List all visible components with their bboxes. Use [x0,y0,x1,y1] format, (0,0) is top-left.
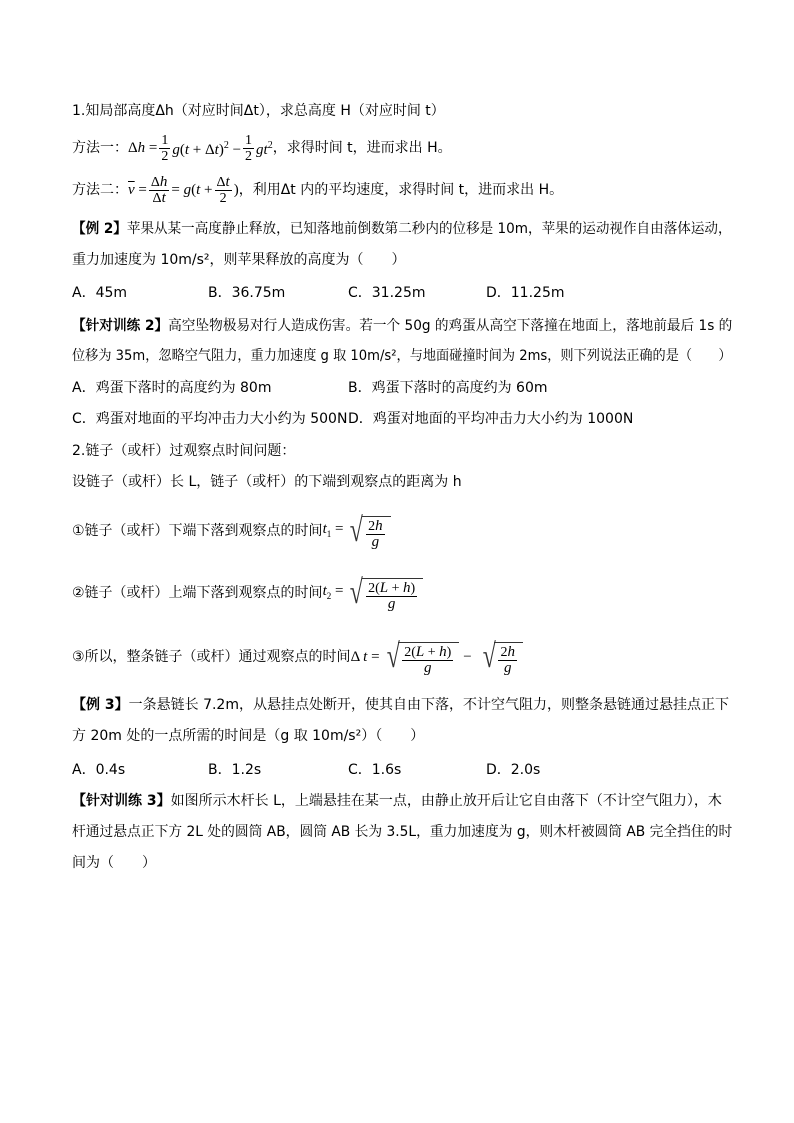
sqrt-2lh-g: √ $\frac{2(L + h)}{g}$ [347,572,423,614]
training2-text1: 高空坠物极易对行人造成伤害。若一个 50g 的鸡蛋从高空下落撞在地面上，落地前最后 1s 的 [168,318,733,334]
method1-label: 方法一： [72,140,128,156]
option-c: C．鸡蛋对地面的平均冲击力大小约为 500N [72,411,348,427]
training3-text1: 如图所示木杆长 L，上端悬挂在某一点，由静止放开后让它自由落下（不计空气阻力），木 [170,793,722,809]
fraction-half: $\frac{1}{2}$ [161,132,169,164]
example2-tag: 【例 2】 [72,221,127,237]
option-c: C．31.25m [348,285,426,301]
section1-title: 1.知局部高度Δh（对应时间Δt），求总高度 H（对应时间 t） [72,103,445,119]
example3-tag: 【例 3】 [72,697,129,713]
training3-line1 [72,791,722,811]
option-d: D．11.25m [486,285,565,301]
option-d: D．鸡蛋对地面的平均冲击力大小约为 1000N [348,411,634,427]
option-a: A．45m [72,285,128,301]
training3-line2: 杆通过悬点正下方 2L 处的圆筒 AB，圆筒 AB 长为 3.5L，重力加速度为 g，则木杆被圆筒 AB 完全挡住的时 [72,824,733,840]
section2-title: 2.链子（或杆）过观察点时间问题： [72,443,296,459]
fraction-dt-2: $\frac{\Delta t}{2}$ [216,173,230,206]
fraction-dh-dt: $\frac{\Delta h}{\Delta t}$ [150,173,168,206]
training2-line1 [72,316,732,336]
option-b: B．鸡蛋下落时的高度约为 60m [348,380,548,396]
option-b: B．1.2s [208,762,262,778]
method1-line [72,128,452,168]
training3-line3: 间为（ ） [72,855,156,871]
option-b: B．36.75m [208,285,286,301]
method2-tail: ，利用Δt 内的平均速度，求得时间 t，进而求出 H。 [238,182,564,198]
example2-text1: 苹果从某一高度静止释放，已知落地前倒数第二秒内的位移是 10m，苹果的运动视作自由落体运动， [126,221,732,237]
example3-line1 [72,695,729,715]
item3-line [72,634,523,680]
method2-formula-mid: = g(t + [171,182,213,198]
sqrt-2h-g: √ $\frac{2h}{g}$ [347,510,390,552]
item1-text: ①链子（或杆）下端下落到观察点的时间 [72,523,323,539]
training2-tag: 【针对训练 2】 [72,318,169,334]
option-c: C．1.6s [348,762,402,778]
option-d: D．2.0s [486,762,541,778]
method1-formula-end: $gt^2$ [256,140,273,158]
section2-setup: 设链子（或杆）长 L，链子（或杆）的下端到观察点的距离为 h [72,474,462,490]
example2-line1 [72,219,732,239]
method2-line [72,170,563,210]
method1-tail: ，求得时间 t，进而求出 H。 [272,140,452,156]
method1-formula: Δh = [128,140,158,156]
item3-text: ③所以，整条链子（或杆）通过观察点的时间 [72,649,351,665]
method2-label: 方法二： [72,182,128,198]
t2-symbol: $t_2$ = [322,582,344,601]
sqrt-2lh-g-2: √ $\frac{2(L + h)}{g}$ [384,636,460,678]
method1-formula-mid: $g(t + \Delta t)^2$ − [172,140,242,158]
option-a: A．鸡蛋下落时的高度约为 80m [72,380,272,396]
item2-line [72,570,423,616]
item1-line [72,508,391,554]
minus-sign: − [463,649,472,665]
training3-tag: 【针对训练 3】 [72,793,171,809]
t1-symbol: $t_1$ = [322,520,344,539]
method2-formula-end: ) [233,182,239,198]
sqrt-2h-g-2: √ $\frac{2h}{g}$ [480,636,523,678]
item2-text: ②链子（或杆）上端下落到观察点的时间 [72,585,323,601]
method2-formula: $\overline{v}$ = [128,182,147,198]
training2-line2: 位移为 35m，忽略空气阻力，重力加速度 g 取 10m/s²，与地面碰撞时间为 2ms，则下列说法正确的是（ ） [72,348,732,364]
example3-line2: 方 20m 处的一点所需的时间是（g 取 10m/s²）（ ） [72,728,425,744]
example2-line2: 重力加速度为 10m/s²，则苹果释放的高度为（ ） [72,252,406,268]
fraction-half-2: $\frac{1}{2}$ [245,132,253,164]
option-a: A．0.4s [72,762,126,778]
example3-text1: 一条悬链长 7.2m，从悬挂点处断开，使其自由下落，不计空气阻力，则整条悬链通过悬挂点正下 [128,697,729,713]
dt-symbol: Δ t = [350,649,380,665]
